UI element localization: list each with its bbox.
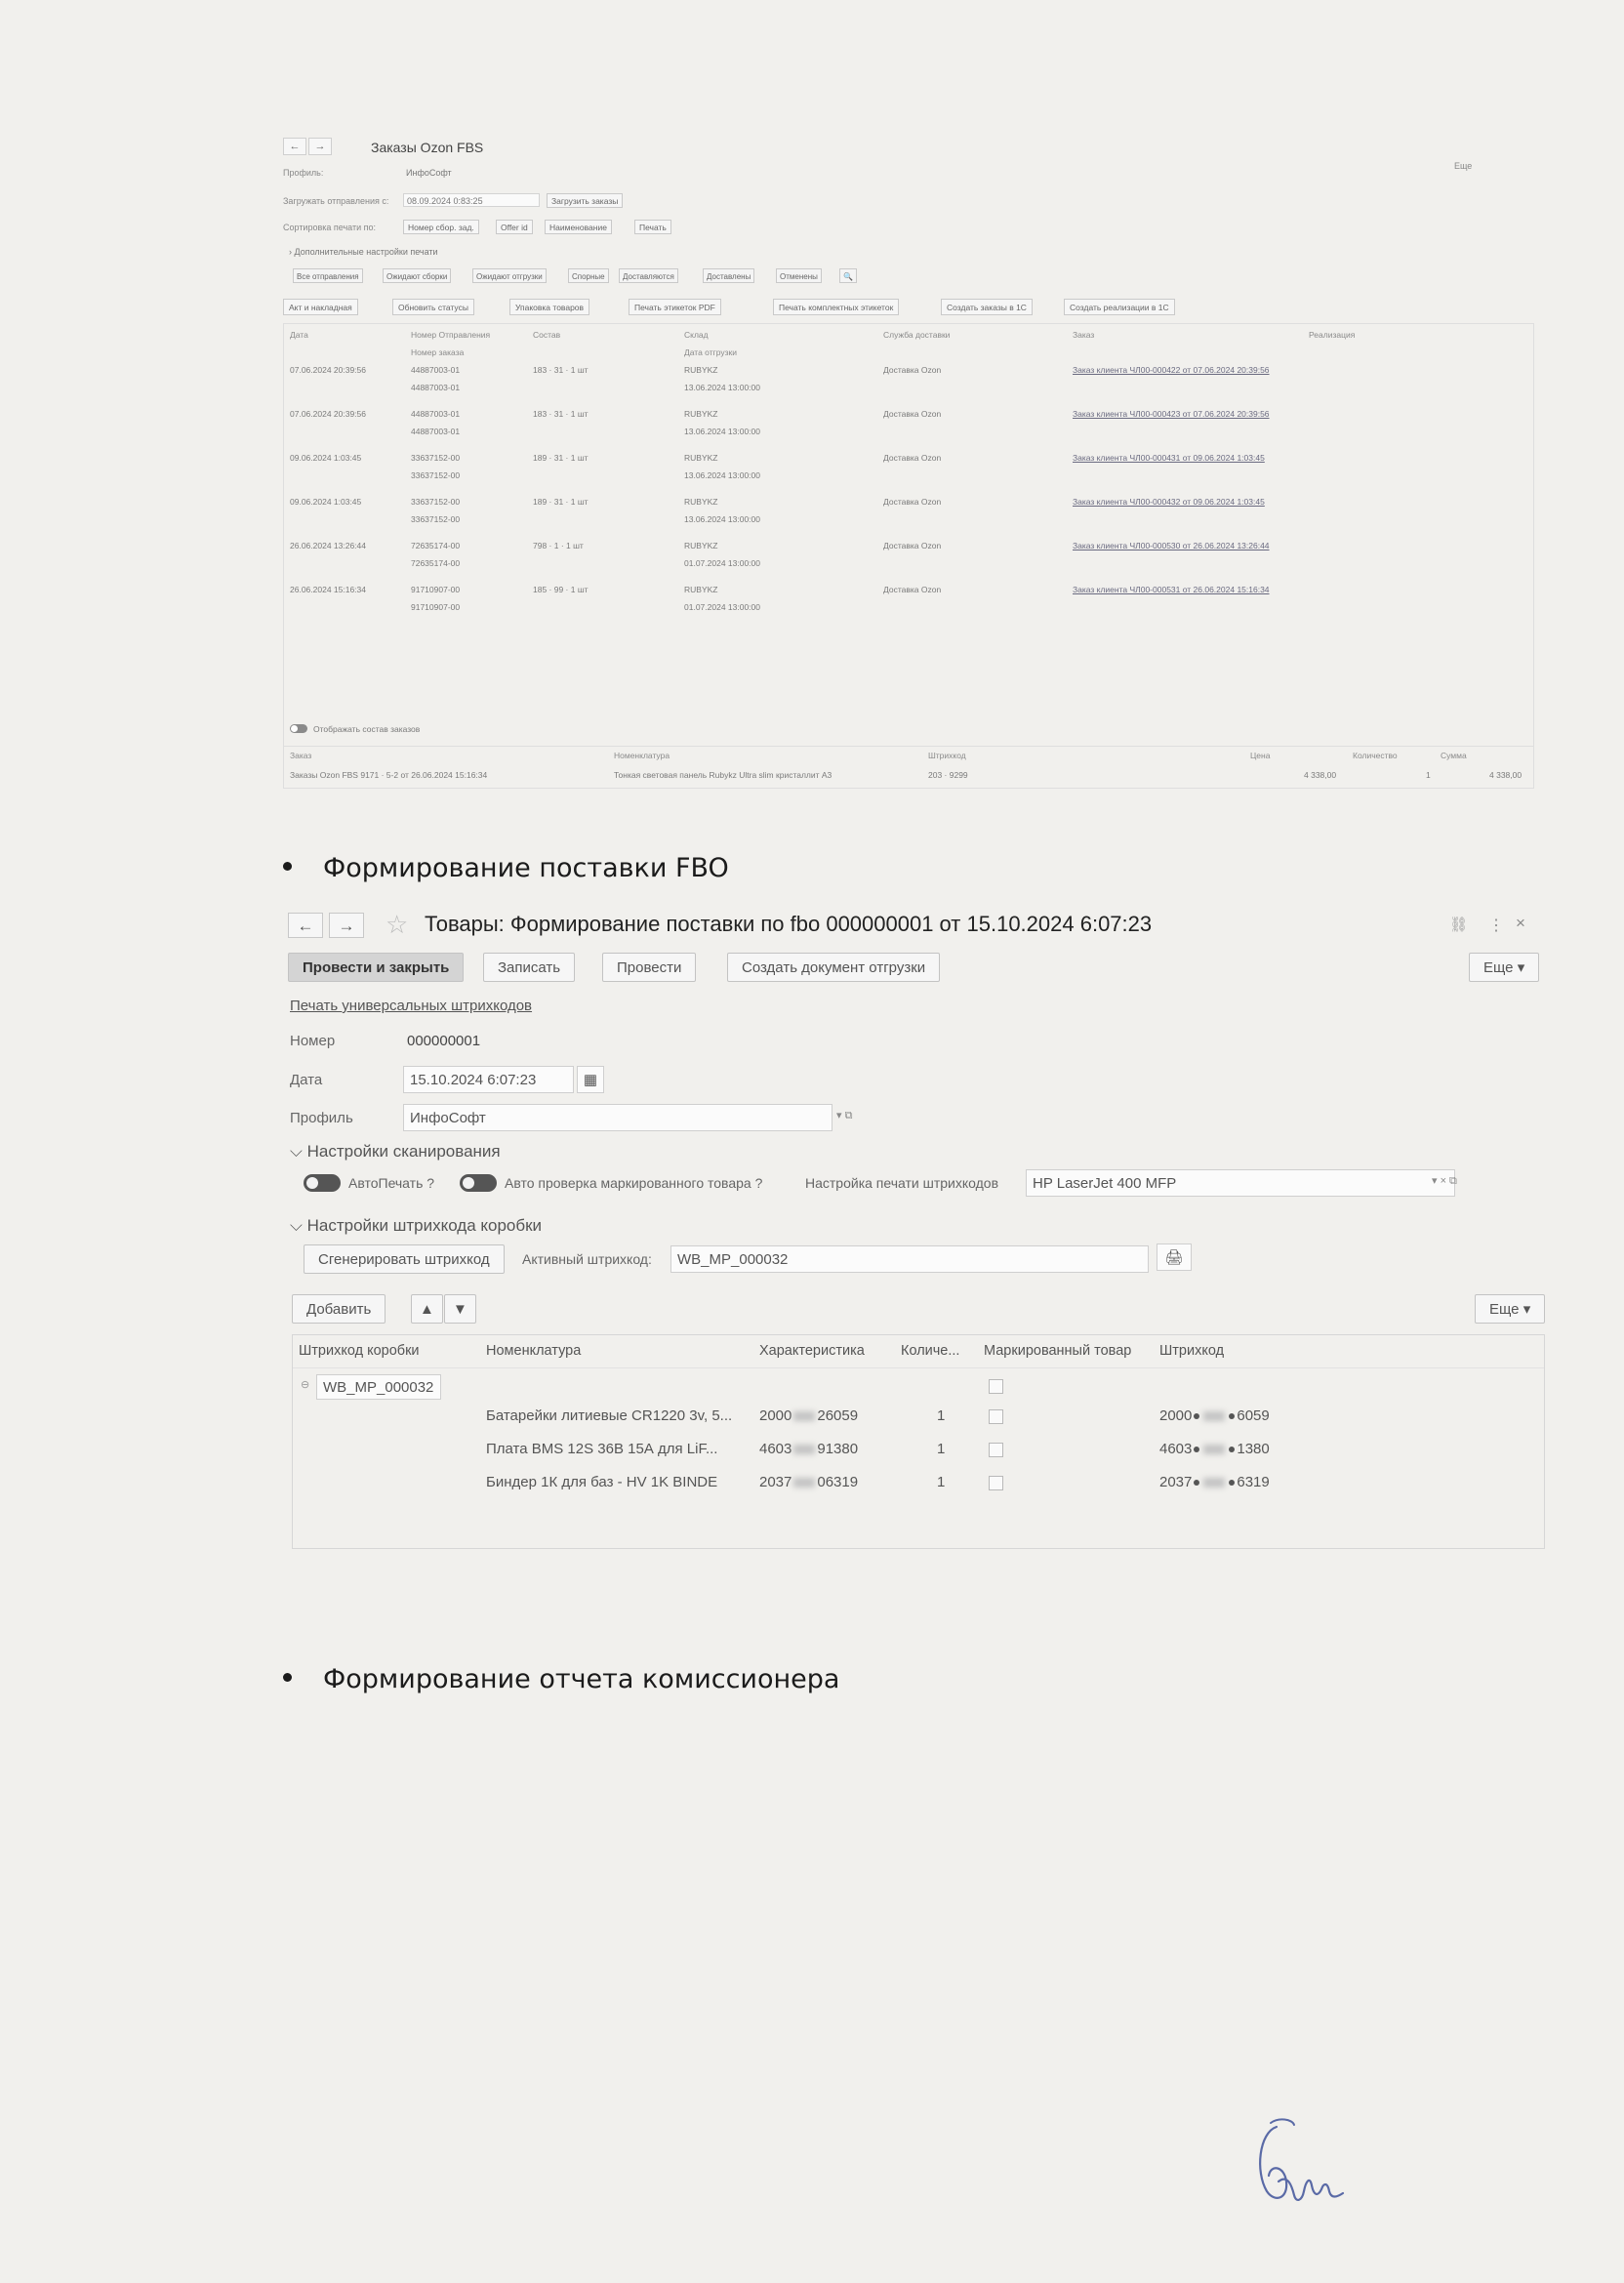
char-part-b: 26059 <box>817 1407 859 1424</box>
bc-part-b: 6059 <box>1237 1407 1270 1424</box>
table-more-button[interactable]: Еще ▾ <box>1475 1294 1545 1324</box>
date-input[interactable]: 15.10.2024 6:07:23 <box>403 1066 574 1093</box>
col-warehouse: Склад <box>684 330 709 340</box>
orders-table <box>283 323 1534 789</box>
search-icon[interactable]: 🔍 <box>839 268 857 283</box>
save-button[interactable]: Записать <box>483 953 575 982</box>
row-composition: 185 · 99 · 1 шт <box>533 585 589 594</box>
autoprint-label: АвтоПечать ? <box>348 1175 435 1191</box>
row-ship-date: 13.06.2024 13:00:00 <box>684 427 760 436</box>
row-order-num: 72635174-00 <box>411 558 461 568</box>
item-nomenclature: Биндер 1К для баз - HV 1K BINDE <box>486 1474 718 1490</box>
tab-awaiting-shipment[interactable]: Ожидают отгрузки <box>472 268 547 283</box>
row-delivery: Доставка Ozon <box>883 497 942 507</box>
add-button[interactable]: Добавить <box>292 1294 386 1324</box>
b-barcode: 203 · 9299 <box>928 770 968 780</box>
number-label: Номер <box>290 1033 336 1049</box>
print-barcodes-link[interactable]: Печать универсальных штрихкодов <box>290 998 533 1014</box>
profile-label: Профиль: <box>283 168 324 178</box>
col-date: Дата <box>290 330 308 340</box>
bc-part-a: 2037 <box>1159 1474 1193 1490</box>
tab-delivering[interactable]: Доставляются <box>619 268 678 283</box>
row-delivery: Доставка Ozon <box>883 453 942 463</box>
item-quantity: 1 <box>937 1441 946 1457</box>
move-up-icon[interactable]: ▲ <box>411 1294 443 1324</box>
star-icon[interactable]: ☆ <box>386 910 409 939</box>
back-icon[interactable]: ← <box>288 913 323 938</box>
char-part-a: 4603 <box>759 1441 792 1457</box>
item-marked-checkbox[interactable] <box>989 1409 1003 1424</box>
row-date: 09.06.2024 1:03:45 <box>290 453 362 463</box>
generate-barcode-button[interactable]: Сгенерировать штрихкод <box>304 1244 505 1274</box>
b-order: Заказы Ozon FBS 9171 · 5-2 от 26.06.2024 15:16:34 <box>290 770 488 780</box>
bc-part-a: 4603 <box>1159 1441 1193 1457</box>
box-settings-section[interactable]: ⌵ Настройки штрихкода коробки <box>290 1216 543 1235</box>
char-part-a: 2000 <box>759 1407 792 1424</box>
more-button[interactable]: Еще <box>1454 161 1473 171</box>
row-ship-date: 13.06.2024 13:00:00 <box>684 383 760 392</box>
row-composition: 189 · 31 · 1 шт <box>533 453 589 463</box>
row-delivery: Доставка Ozon <box>883 541 942 550</box>
col-order-num: Номер заказа <box>411 347 465 357</box>
number-value: 000000001 <box>407 1033 481 1049</box>
b-qty: 1 <box>1426 770 1431 780</box>
bullet-fbo: Формирование поставки FBO <box>283 853 729 883</box>
row-date: 09.06.2024 1:03:45 <box>290 497 362 507</box>
col-realization: Реализация <box>1309 330 1356 340</box>
profile-input[interactable]: ИнфоСофт <box>403 1104 832 1131</box>
row-composition: 798 · 1 · 1 шт <box>533 541 584 550</box>
signature <box>1249 2113 1366 2221</box>
scan-settings-section[interactable]: ⌵ Настройки сканирования <box>290 1142 501 1161</box>
item-marked-checkbox[interactable] <box>989 1443 1003 1457</box>
item-quantity: 1 <box>937 1407 946 1424</box>
printer-dropdown-icon[interactable]: ▾ × ⧉ <box>1432 1175 1457 1187</box>
profile-label: Профиль <box>290 1110 353 1126</box>
col-b-nomen: Номенклатура <box>614 751 670 760</box>
profile-value: ИнфоСофт <box>406 168 452 178</box>
item-nomenclature: Плата BMS 12S 36В 15А для LiF... <box>486 1441 718 1457</box>
autoprint-toggle[interactable] <box>304 1174 341 1192</box>
row-order-link[interactable]: Заказ клиента ЧЛ00-000423 от 07.06.2024 20:39:56 <box>1073 409 1270 419</box>
create-shipment-doc-button[interactable]: Создать документ отгрузки <box>727 953 940 982</box>
col-box-barcode: Штрихкод коробки <box>299 1343 420 1359</box>
row-date: 26.06.2024 15:16:34 <box>290 585 366 594</box>
char-part-a: 2037 <box>759 1474 792 1490</box>
forward-icon[interactable]: → <box>329 913 364 938</box>
date-label: Дата <box>290 1072 323 1088</box>
active-barcode-input[interactable]: WB_MP_000032 <box>670 1245 1149 1273</box>
row-date: 07.06.2024 20:39:56 <box>290 409 366 419</box>
printer-icon[interactable]: 🖨 <box>1157 1243 1192 1271</box>
load-orders-button[interactable]: Загрузить заказы <box>547 193 623 208</box>
composition-table <box>284 746 1533 854</box>
col-quantity: Количе... <box>901 1343 960 1359</box>
col-b-price: Цена <box>1250 751 1271 760</box>
row-date: 26.06.2024 13:26:44 <box>290 541 366 550</box>
row-order-num: 44887003-01 <box>411 427 461 436</box>
back-icon[interactable]: ← <box>283 138 306 155</box>
item-characteristic <box>759 1474 858 1490</box>
post-and-close-button[interactable]: Провести и закрыть <box>288 953 464 982</box>
row-shipment-num: 33637152-00 <box>411 497 461 507</box>
fbo-window <box>288 908 1547 1625</box>
create-orders-button[interactable]: Создать заказы в 1С <box>941 299 1033 315</box>
row-order-link[interactable]: Заказ клиента ЧЛ00-000431 от 09.06.2024 1:03:45 <box>1073 453 1265 463</box>
row-shipment-num: 33637152-00 <box>411 453 461 463</box>
row-composition: 189 · 31 · 1 шт <box>533 497 589 507</box>
expand-icon[interactable]: ⊖ <box>301 1379 310 1391</box>
bc-part-a: 2000 <box>1159 1407 1193 1424</box>
row-order-num: 33637152-00 <box>411 470 461 480</box>
sort-button-offer[interactable]: Offer id <box>496 220 533 234</box>
row-warehouse: RUBYKZ <box>684 497 718 507</box>
show-composition-label: Отображать состав заказов <box>313 724 421 734</box>
link-icon[interactable]: ⛓ <box>1449 917 1469 933</box>
tab-delivered[interactable]: Доставлены <box>703 268 754 283</box>
load-label: Загружать отправления с: <box>283 196 389 206</box>
item-barcode <box>1159 1474 1270 1490</box>
row-order-link[interactable]: Заказ клиента ЧЛ00-000422 от 07.06.2024 20:39:56 <box>1073 365 1270 375</box>
print-kit-button[interactable]: Печать комплектных этикеток <box>773 299 899 315</box>
print-button[interactable]: Печать <box>634 220 671 234</box>
sort-button-name[interactable]: Наименование <box>545 220 612 234</box>
char-part-b: 06319 <box>817 1474 859 1490</box>
printer-input[interactable]: HP LaserJet 400 MFP <box>1026 1169 1455 1197</box>
window-title: Заказы Ozon FBS <box>371 140 484 155</box>
row-delivery: Доставка Ozon <box>883 365 942 375</box>
profile-dropdown-icon[interactable]: ▾ ⧉ <box>836 1110 853 1121</box>
auto-check-toggle[interactable] <box>460 1174 497 1192</box>
act-button[interactable]: Акт и накладная <box>283 299 358 315</box>
auto-check-label: Авто проверка маркированного товара ? <box>505 1175 763 1191</box>
row-composition: 183 · 31 · 1 шт <box>533 409 589 419</box>
marked-checkbox[interactable] <box>989 1379 1003 1394</box>
col-barcode: Штрихкод <box>1159 1343 1225 1359</box>
item-marked-checkbox[interactable] <box>989 1476 1003 1490</box>
row-ship-date: 01.07.2024 13:00:00 <box>684 558 760 568</box>
more-button[interactable]: Еще ▾ <box>1469 953 1539 982</box>
print-setting-label: Настройка печати штрихкодов <box>805 1175 999 1191</box>
col-b-qty: Количество <box>1353 751 1398 760</box>
bullet-commission: Формирование отчета комиссионера <box>283 1664 839 1694</box>
update-status-button[interactable]: Обновить статусы <box>392 299 474 315</box>
tab-cancelled[interactable]: Отменены <box>776 268 822 283</box>
show-composition-toggle[interactable] <box>290 724 307 733</box>
item-barcode <box>1159 1407 1270 1424</box>
row-order-num: 33637152-00 <box>411 514 461 524</box>
col-ship-date: Дата отгрузки <box>684 347 737 357</box>
b-price: 4 338,00 <box>1304 770 1337 780</box>
item-nomenclature: Батарейки литиевые CR1220 3v, 5... <box>486 1407 733 1424</box>
row-order-num: 91710907-00 <box>411 602 461 612</box>
row-shipment-num: 44887003-01 <box>411 409 461 419</box>
col-b-order: Заказ <box>290 751 312 760</box>
col-nomenclature: Номенклатура <box>486 1343 582 1359</box>
row-warehouse: RUBYKZ <box>684 409 718 419</box>
post-button[interactable]: Провести <box>602 953 696 982</box>
tab-awaiting-assembly[interactable]: Ожидают сборки <box>383 268 451 283</box>
forward-icon[interactable]: → <box>308 138 332 155</box>
col-b-sum: Сумма <box>1441 751 1467 760</box>
col-order: Заказ <box>1073 330 1095 340</box>
row-warehouse: RUBYKZ <box>684 453 718 463</box>
item-characteristic <box>759 1441 858 1457</box>
active-barcode-label: Активный штрихкод: <box>522 1251 652 1267</box>
b-sum: 4 338,00 <box>1489 770 1522 780</box>
col-composition: Состав <box>533 330 561 340</box>
b-nomen: Тонкая световая панель Rubykz Ultra slim кристаллит А3 <box>614 770 832 780</box>
row-composition: 183 · 31 · 1 шт <box>533 365 589 375</box>
row-ship-date: 13.06.2024 13:00:00 <box>684 514 760 524</box>
sort-button-num[interactable]: Номер сбор. зад. <box>403 220 479 234</box>
create-realization-button[interactable]: Создать реализации в 1С <box>1064 299 1175 315</box>
row-order-num: 44887003-01 <box>411 383 461 392</box>
packing-button[interactable]: Упаковка товаров <box>509 299 589 315</box>
ozon-fbs-window <box>283 132 1542 835</box>
row-date: 07.06.2024 20:39:56 <box>290 365 366 375</box>
close-icon[interactable]: × <box>1516 914 1525 932</box>
tab-all[interactable]: Все отправления <box>293 268 363 283</box>
col-delivery: Служба доставки <box>883 330 951 340</box>
row-order-link[interactable]: Заказ клиента ЧЛ00-000530 от 26.06.2024 13:26:44 <box>1073 541 1270 550</box>
row-delivery: Доставка Ozon <box>883 409 942 419</box>
row-shipment-num: 72635174-00 <box>411 541 461 550</box>
tab-disputed[interactable]: Спорные <box>568 268 609 283</box>
sort-label: Сортировка печати по: <box>283 223 377 232</box>
window-title: Товары: Формирование поставки по fbo 000000001 от 15.10.2024 6:07:23 <box>425 912 1153 936</box>
row-warehouse: RUBYKZ <box>684 585 718 594</box>
row-delivery: Доставка Ozon <box>883 585 942 594</box>
col-shipment: Номер Отправления <box>411 330 491 340</box>
row-order-link[interactable]: Заказ клиента ЧЛ00-000531 от 26.06.2024 15:16:34 <box>1073 585 1270 594</box>
load-date-input[interactable]: 08.09.2024 0:83:25 <box>403 193 540 207</box>
bullet-dot <box>283 862 292 871</box>
row-shipment-num: 44887003-01 <box>411 365 461 375</box>
calendar-icon[interactable]: ▦ <box>577 1066 604 1093</box>
box-barcode-cell[interactable]: WB_MP_000032 <box>316 1374 441 1400</box>
boxes-table <box>292 1334 1545 1549</box>
row-warehouse: RUBYKZ <box>684 541 718 550</box>
item-quantity: 1 <box>937 1474 946 1490</box>
bc-part-b: 6319 <box>1237 1474 1270 1490</box>
row-warehouse: RUBYKZ <box>684 365 718 375</box>
row-order-link[interactable]: Заказ клиента ЧЛ00-000432 от 09.06.2024 1:03:45 <box>1073 497 1265 507</box>
bullet-dot <box>283 1673 292 1682</box>
move-down-icon[interactable]: ▼ <box>444 1294 476 1324</box>
more-settings-link[interactable]: › Дополнительные настройки печати <box>289 247 438 257</box>
row-ship-date: 13.06.2024 13:00:00 <box>684 470 760 480</box>
char-part-b: 91380 <box>817 1441 859 1457</box>
col-marked: Маркированный товар <box>984 1343 1132 1359</box>
bc-part-b: 1380 <box>1237 1441 1270 1457</box>
col-characteristic: Характеристика <box>759 1343 865 1359</box>
row-shipment-num: 91710907-00 <box>411 585 461 594</box>
col-b-barcode: Штрихкод <box>928 751 966 760</box>
print-pdf-button[interactable]: Печать этикеток PDF <box>629 299 721 315</box>
item-barcode <box>1159 1441 1270 1457</box>
item-characteristic <box>759 1407 858 1424</box>
row-ship-date: 01.07.2024 13:00:00 <box>684 602 760 612</box>
menu-icon[interactable]: ⋮ <box>1488 917 1504 934</box>
